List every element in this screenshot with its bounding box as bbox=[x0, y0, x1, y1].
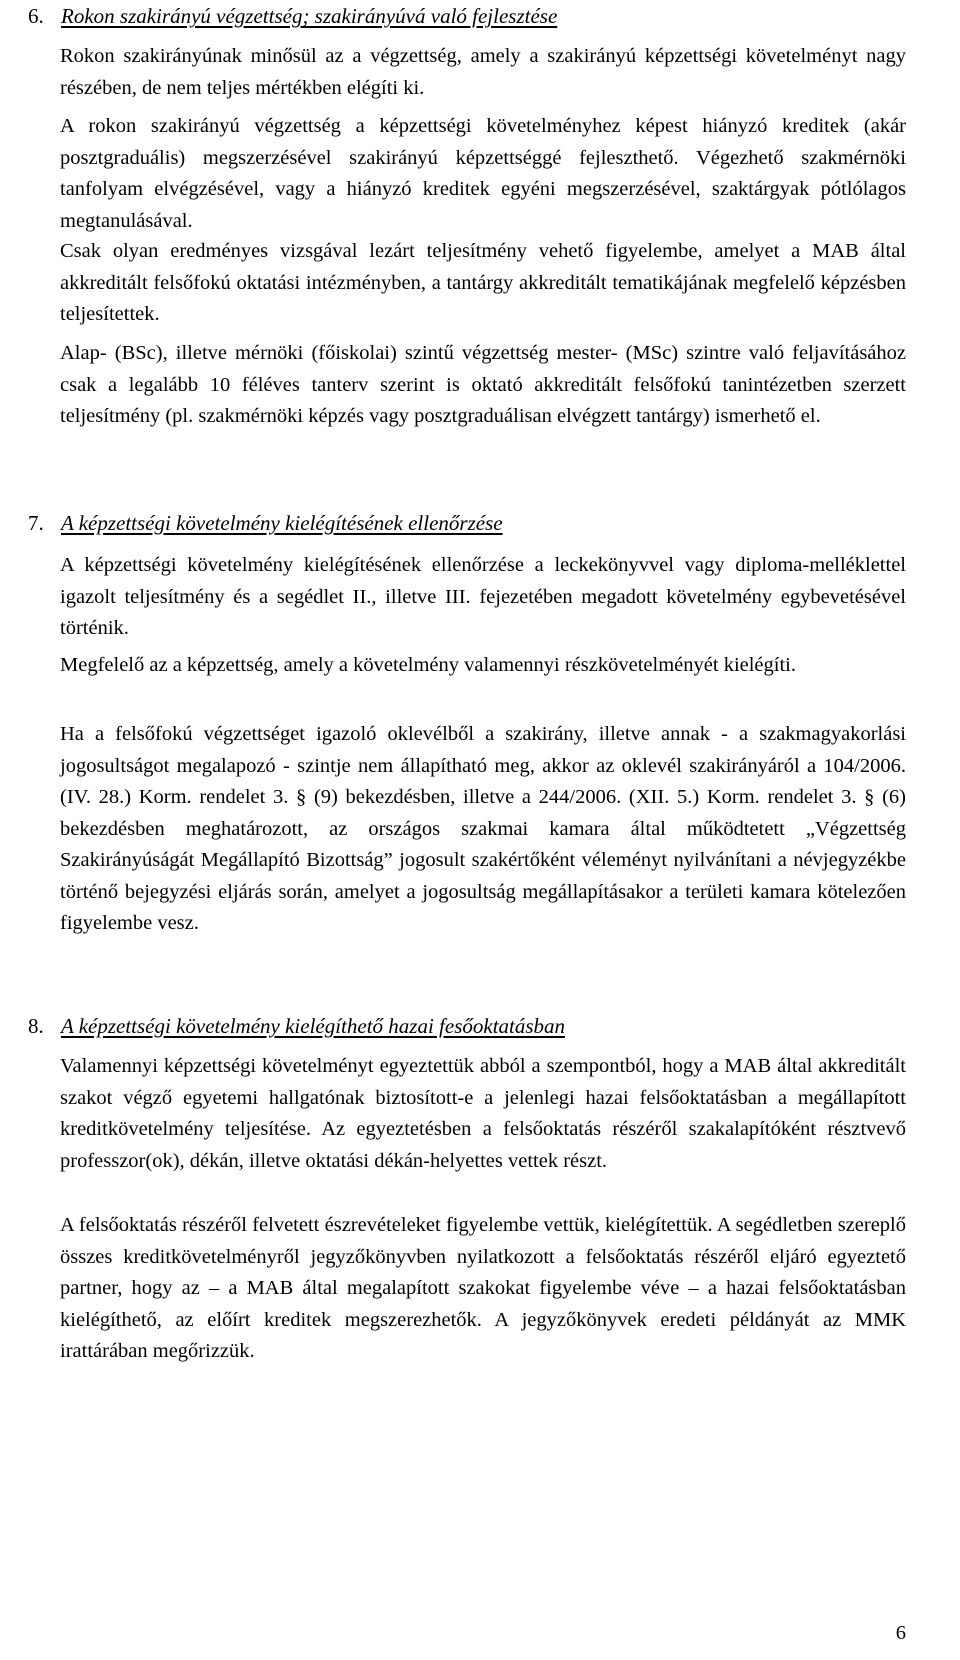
section-6-number: 6. bbox=[28, 4, 44, 28]
section-6-paragraph-2: A rokon szakirányú végzettség a képzettségi követelményhez képest hiányzó kreditek (akár posztgraduális) megszerzésével szakirányú képzettséggé fejleszthető. Végezhető szakmérnöki tanfolyam elvégzésével, vagy a hiányzó kreditek egyéni megszerzésével, szaktárgyak pótlólagos megtanulásával. bbox=[60, 115, 906, 232]
section-8-paragraph-2: A felsőoktatás részéről felvetett észrevételeket figyelembe vettük, kielégítettük. A segédletben szereplő összes kreditkövetelményről jegyzőkönyvben nyilatkozott a felsőoktatás részéről eljáró egyeztető partner, hogy az – a MAB által megalapított szakokat figyelembe véve – a hazai felsőoktatásban kielégíthető, az előírt kreditek megszerezhetők. A jegyzőkönyvek eredeti példányát az MMK irattárában megőrizzük. bbox=[60, 1214, 906, 1362]
section-7-title: A képzettségi követelmény kielégítésének ellenőrzése bbox=[61, 511, 503, 535]
section-7-paragraph-1: A képzettségi követelmény kielégítésének ellenőrzése a leckekönyvvel vagy diploma-melléklettel igazolt teljesítmény és a segédlet II., illetve III. fejezetében megadott követelmény egybevetésével történik. bbox=[60, 554, 906, 639]
section-6-paragraph-1: Rokon szakirányúnak minősül az a végzettség, amely a szakirányú képzettségi követelményt nagy részében, de nem teljes mértékben elégíti ki. bbox=[60, 45, 906, 99]
section-7-heading bbox=[28, 510, 503, 536]
section-8-number: 8. bbox=[28, 1014, 44, 1038]
section-6-paragraph-3: Csak olyan eredményes vizsgával lezárt teljesítmény vehető figyelembe, amelyet a MAB által akkreditált felsőfokú oktatási intézményben, a tantárgy akkreditált tematikájának megfelelő képzésben teljesítettek. bbox=[60, 240, 906, 325]
section-6-title: Rokon szakirányú végzettség; szakirányúvá való fejlesztése bbox=[61, 4, 558, 28]
section-7-number: 7. bbox=[28, 511, 44, 535]
section-8-heading bbox=[28, 1013, 565, 1039]
section-6-heading bbox=[28, 3, 557, 29]
section-8-title: A képzettségi követelmény kielégíthető hazai fesőoktatásban bbox=[61, 1014, 566, 1038]
page-number: 6 bbox=[895, 1622, 906, 1644]
section-8-paragraph-1: Valamennyi képzettségi követelményt egyeztettük abból a szempontból, hogy a MAB által akkreditált szakot végző egyetemi hallgatónak biztosított-e a jelenlegi hazai felsőoktatásban a megállapított kreditkövetelmény teljesítése. Az egyeztetésben a felsőoktatás részéről szakalapítóként résztvevő professzor(ok), dékán, illetve oktatási dékán-helyettes vettek részt. bbox=[60, 1055, 906, 1172]
section-7-paragraph-2: Megfelelő az a képzettség, amely a követelmény valamennyi részkövetelményét kielégíti. bbox=[60, 654, 796, 676]
section-6-paragraph-4: Alap- (BSc), illetve mérnöki (főiskolai) szintű végzettség mester- (MSc) szintre való feljavításához csak a legalább 10 féléves tanterv szerint is oktató akkreditált felsőfokú tanintézetben szerzett teljesítmény (pl. szakmérnöki képzés vagy posztgraduálisan elvégzett tantárgy) ismerhető el. bbox=[60, 342, 906, 427]
section-7-paragraph-3: Ha a felsőfokú végzettséget igazoló oklevélből a szakirány, illetve annak - a szakmagyakorlási jogosultságot megalapozó - szintje nem állapítható meg, akkor az oklevél szakirányáról a 104/2006. (IV. 28.) Korm. rendelet 3. § (9) bekezdésben, illetve a 244/2006. (XII. 5.) Korm. rendelet 3. § (6) bekezdésben meghatározott, az országos szakmai kamara által működtetett „Végzettség Szakirányúságát Megállapító Bizottság” jogosult szakértőként véleményt nyilvánítani a névjegyzékbe történő bejegyzési eljárás során, amelyet a jogosultság megállapításakor a területi kamara kötelezően figyelembe vesz. bbox=[60, 723, 906, 934]
